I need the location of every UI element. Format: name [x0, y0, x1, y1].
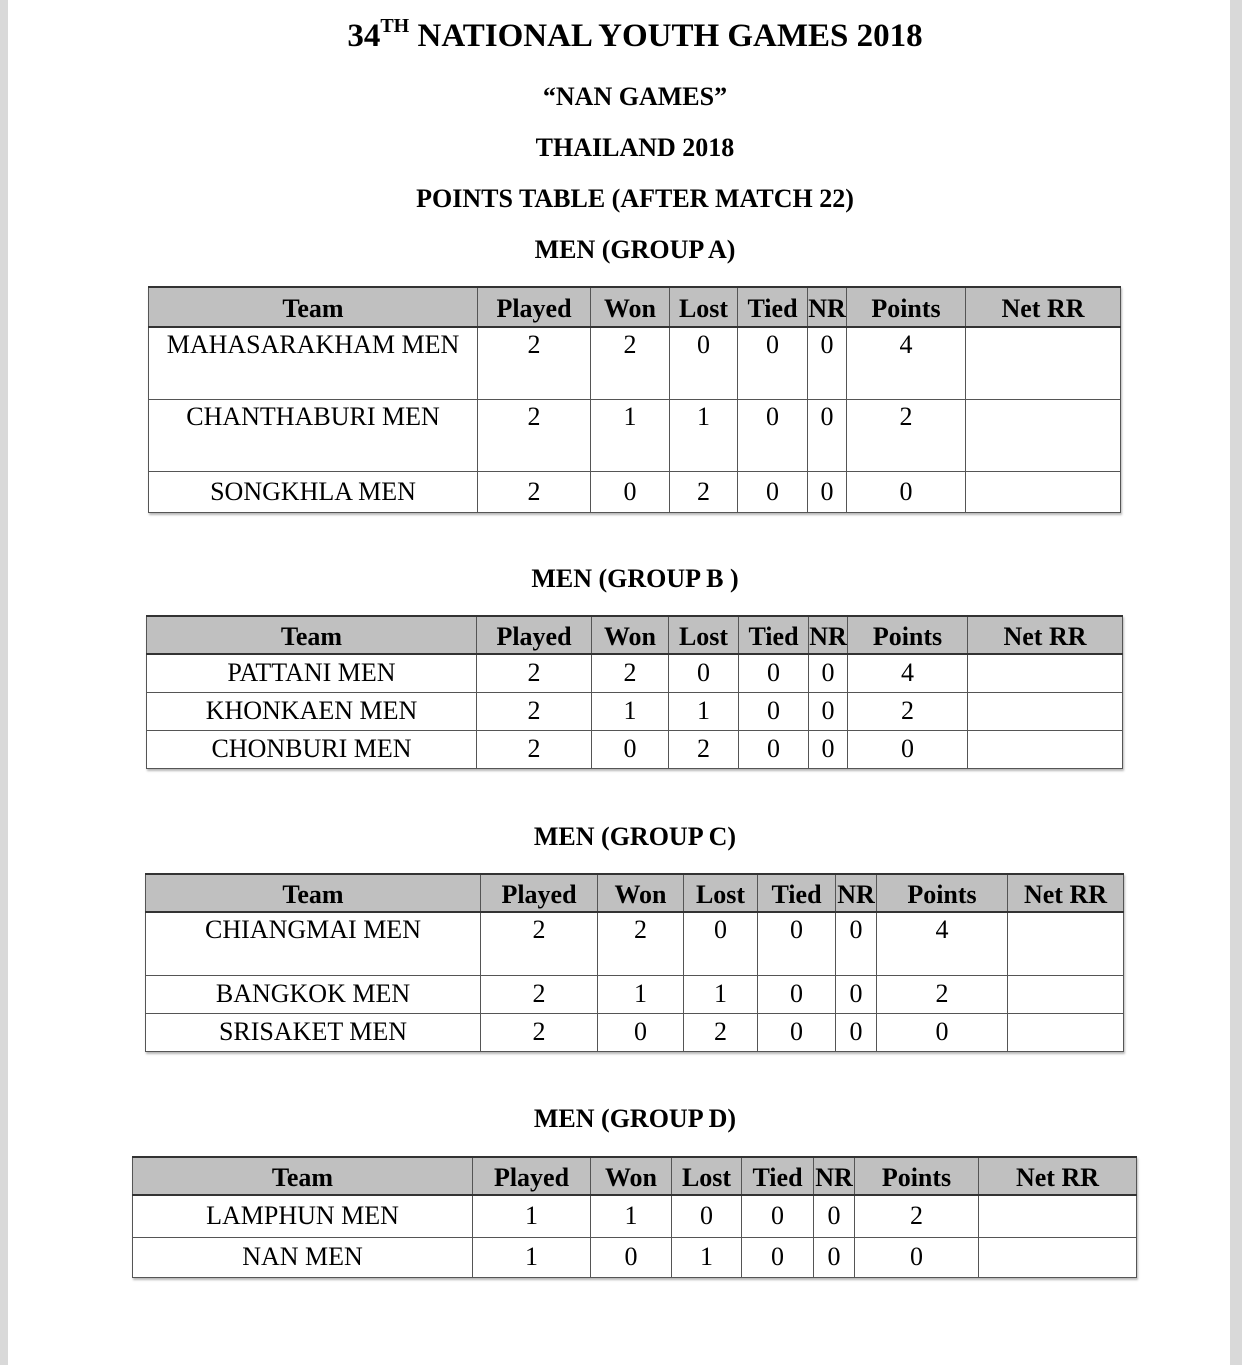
table-header-row [149, 287, 1121, 327]
team-name: SONGKHLA MEN [149, 471, 478, 512]
won-cell: 0 [592, 730, 669, 768]
column-header-tied: Tied [738, 287, 808, 327]
group-a-title: MEN (GROUP A) [534, 235, 736, 264]
tied-cell: 0 [758, 1013, 836, 1051]
net-rr-cell [966, 471, 1121, 512]
column-header-nr: NR [809, 616, 848, 654]
won-cell: 0 [591, 471, 670, 512]
table-row [147, 730, 1123, 768]
tied-cell: 0 [739, 692, 809, 730]
column-header-net-rr: Net RR [966, 287, 1121, 327]
tied-cell: 0 [742, 1237, 814, 1277]
lost-cell: 1 [670, 399, 738, 471]
net-rr-cell [1008, 912, 1124, 975]
tied-cell: 0 [738, 471, 808, 512]
tied-cell: 0 [742, 1195, 814, 1237]
net-rr-cell [966, 399, 1121, 471]
tied-cell: 0 [738, 399, 808, 471]
column-header-won: Won [592, 616, 669, 654]
nr-cell: 0 [808, 399, 847, 471]
tied-cell: 0 [758, 975, 836, 1013]
table-row [146, 975, 1124, 1013]
net-rr-cell [968, 730, 1123, 768]
points-cell: 2 [848, 692, 968, 730]
net-rr-cell [979, 1237, 1137, 1277]
column-header-played: Played [477, 616, 592, 654]
lost-cell: 0 [669, 654, 739, 692]
column-header-won: Won [591, 1157, 672, 1195]
points-cell: 0 [855, 1237, 979, 1277]
main-title [0, 15, 1242, 55]
column-header-played: Played [481, 874, 598, 912]
nr-cell: 0 [808, 327, 847, 399]
net-rr-cell [968, 654, 1123, 692]
column-header-team: Team [149, 287, 478, 327]
column-header-lost: Lost [670, 287, 738, 327]
lost-cell: 1 [669, 692, 739, 730]
lost-cell: 0 [672, 1195, 742, 1237]
team-name: CHANTHABURI MEN [149, 399, 478, 471]
won-cell: 0 [591, 1237, 672, 1277]
points-cell: 0 [848, 730, 968, 768]
column-header-played: Played [478, 287, 591, 327]
table-row [147, 692, 1123, 730]
won-cell: 1 [592, 692, 669, 730]
title-number: 34 [347, 18, 381, 54]
played-cell: 2 [477, 730, 592, 768]
net-rr-cell [966, 327, 1121, 399]
column-header-won: Won [598, 874, 684, 912]
group-d-table [132, 1156, 1137, 1278]
nr-cell: 0 [814, 1237, 855, 1277]
team-name: BANGKOK MEN [146, 975, 481, 1013]
tied-cell: 0 [758, 912, 836, 975]
column-header-played: Played [473, 1157, 591, 1195]
played-cell: 2 [478, 327, 591, 399]
table-row [146, 1013, 1124, 1051]
played-cell: 2 [477, 654, 592, 692]
group-b-table [146, 615, 1123, 769]
points-cell: 4 [847, 327, 966, 399]
column-header-points: Points [877, 874, 1008, 912]
nr-cell: 0 [836, 1013, 877, 1051]
group-b-title: MEN (GROUP B ) [531, 564, 739, 593]
played-cell: 1 [473, 1195, 591, 1237]
table-row [149, 327, 1121, 399]
played-cell: 2 [481, 975, 598, 1013]
tied-cell: 0 [739, 730, 809, 768]
net-rr-cell [1008, 1013, 1124, 1051]
title-text: NATIONAL YOUTH GAMES 2018 [409, 18, 923, 54]
subtitle-country: THAILAND 2018 [535, 133, 735, 162]
lost-cell: 1 [684, 975, 758, 1013]
column-header-points: Points [855, 1157, 979, 1195]
points-cell: 0 [877, 1013, 1008, 1051]
column-header-nr: NR [836, 874, 877, 912]
table-row [147, 654, 1123, 692]
group-c-table [145, 873, 1124, 1052]
column-header-points: Points [848, 616, 968, 654]
column-header-team: Team [133, 1157, 473, 1195]
points-cell: 2 [847, 399, 966, 471]
won-cell: 1 [591, 399, 670, 471]
nr-cell: 0 [836, 912, 877, 975]
column-header-lost: Lost [672, 1157, 742, 1195]
lost-cell: 2 [684, 1013, 758, 1051]
nr-cell: 0 [808, 471, 847, 512]
won-cell: 1 [591, 1195, 672, 1237]
tied-cell: 0 [739, 654, 809, 692]
column-header-tied: Tied [742, 1157, 814, 1195]
tied-cell: 0 [738, 327, 808, 399]
column-header-tied: Tied [758, 874, 836, 912]
column-header-points: Points [847, 287, 966, 327]
table-row [133, 1195, 1137, 1237]
won-cell: 2 [591, 327, 670, 399]
points-cell: 2 [877, 975, 1008, 1013]
group-a-table [148, 286, 1121, 513]
subtitle-games: “NAN GAMES” [542, 82, 728, 111]
net-rr-cell [1008, 975, 1124, 1013]
column-header-team: Team [146, 874, 481, 912]
nr-cell: 0 [809, 692, 848, 730]
team-name: CHONBURI MEN [147, 730, 477, 768]
team-name: CHIANGMAI MEN [146, 912, 481, 975]
nr-cell: 0 [809, 654, 848, 692]
nr-cell: 0 [814, 1195, 855, 1237]
won-cell: 1 [598, 975, 684, 1013]
won-cell: 2 [598, 912, 684, 975]
played-cell: 2 [481, 1013, 598, 1051]
table-row [146, 912, 1124, 975]
column-header-lost: Lost [669, 616, 739, 654]
table-header-row [146, 874, 1124, 912]
net-rr-cell [968, 692, 1123, 730]
team-name: PATTANI MEN [147, 654, 477, 692]
lost-cell: 0 [684, 912, 758, 975]
played-cell: 1 [473, 1237, 591, 1277]
column-header-net-rr: Net RR [968, 616, 1123, 654]
lost-cell: 2 [670, 471, 738, 512]
played-cell: 2 [478, 399, 591, 471]
table-header-row [147, 616, 1123, 654]
column-header-tied: Tied [739, 616, 809, 654]
table-row [133, 1237, 1137, 1277]
points-cell: 4 [848, 654, 968, 692]
column-header-won: Won [591, 287, 670, 327]
team-name: SRISAKET MEN [146, 1013, 481, 1051]
played-cell: 2 [478, 471, 591, 512]
lost-cell: 1 [672, 1237, 742, 1277]
team-name: LAMPHUN MEN [133, 1195, 473, 1237]
nr-cell: 0 [809, 730, 848, 768]
column-header-net-rr: Net RR [1008, 874, 1124, 912]
points-cell: 0 [847, 471, 966, 512]
column-header-net-rr: Net RR [979, 1157, 1137, 1195]
lost-cell: 0 [670, 327, 738, 399]
group-c-title: MEN (GROUP C) [533, 822, 737, 851]
group-d-title: MEN (GROUP D) [533, 1104, 737, 1133]
points-cell: 2 [855, 1195, 979, 1237]
table-row [149, 471, 1121, 512]
team-name: MAHASARAKHAM MEN [149, 327, 478, 399]
nr-cell: 0 [836, 975, 877, 1013]
team-name: KHONKAEN MEN [147, 692, 477, 730]
points-cell: 4 [877, 912, 1008, 975]
column-header-nr: NR [814, 1157, 855, 1195]
column-header-team: Team [147, 616, 477, 654]
column-header-lost: Lost [684, 874, 758, 912]
won-cell: 0 [598, 1013, 684, 1051]
subtitle-points-table: POINTS TABLE (AFTER MATCH 22) [416, 184, 854, 213]
lost-cell: 2 [669, 730, 739, 768]
column-header-nr: NR [808, 287, 847, 327]
table-header-row [133, 1157, 1137, 1195]
table-row [149, 399, 1121, 471]
title-ordinal-suffix: TH [380, 15, 410, 37]
won-cell: 2 [592, 654, 669, 692]
played-cell: 2 [481, 912, 598, 975]
played-cell: 2 [477, 692, 592, 730]
net-rr-cell [979, 1195, 1137, 1237]
team-name: NAN MEN [133, 1237, 473, 1277]
